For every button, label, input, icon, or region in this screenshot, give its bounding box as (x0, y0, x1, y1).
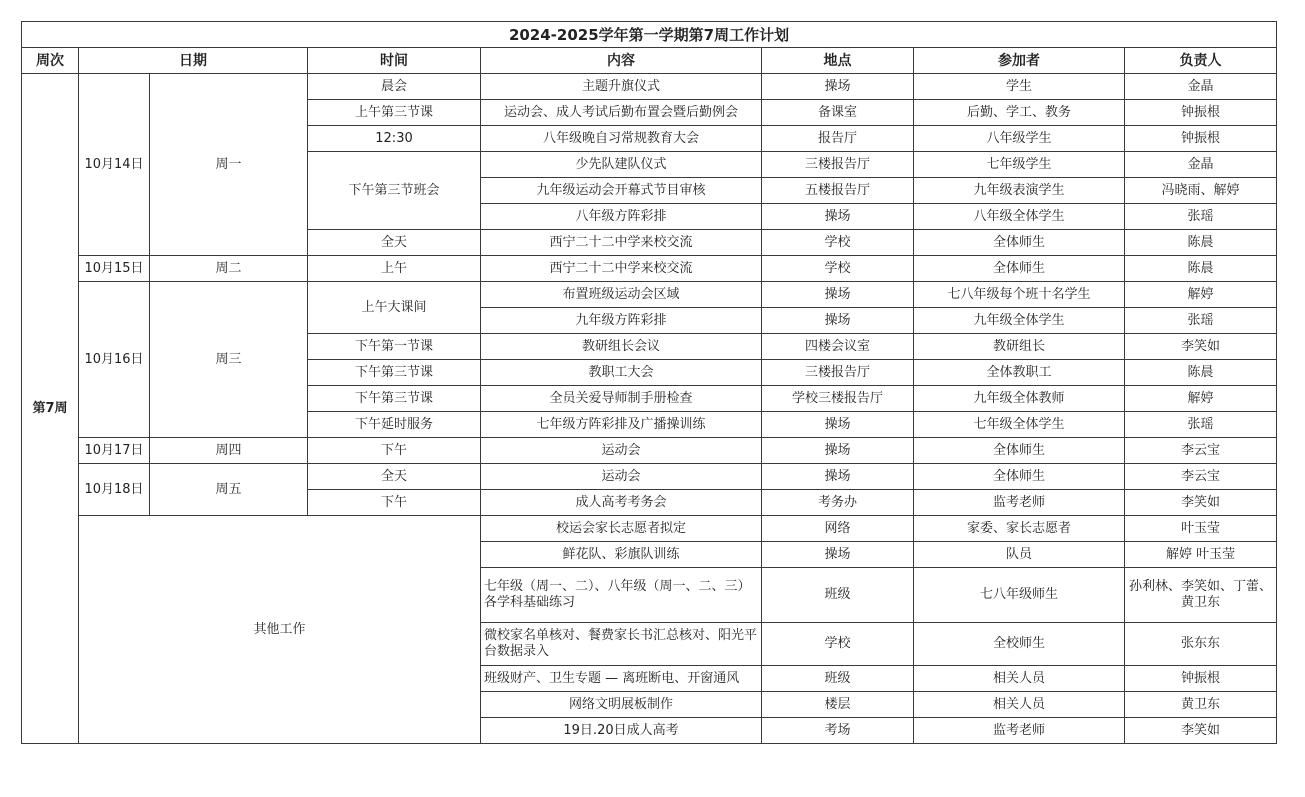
participants-cell: 九年级全体学生 (914, 308, 1125, 334)
content-cell: 八年级方阵彩排 (481, 204, 762, 230)
person-cell: 张瑶 (1125, 204, 1277, 230)
place-cell: 操场 (762, 308, 914, 334)
week-cell: 第7周 (22, 74, 79, 744)
header-week: 周次 (22, 48, 79, 74)
place-cell: 操场 (762, 464, 914, 490)
time-cell: 上午第三节课 (308, 100, 481, 126)
place-cell: 操场 (762, 542, 914, 568)
table-row (22, 438, 1277, 464)
person-cell: 钟振根 (1125, 100, 1277, 126)
date-cell: 10月17日 (79, 438, 150, 464)
content-cell: 班级财产、卫生专题 — 离班断电、开窗通风 (481, 666, 762, 692)
header-place: 地点 (762, 48, 914, 74)
person-cell: 钟振根 (1125, 666, 1277, 692)
place-cell: 班级 (762, 666, 914, 692)
participants-cell: 七八年级每个班十名学生 (914, 282, 1125, 308)
time-cell: 下午 (308, 438, 481, 464)
time-cell: 12:30 (308, 126, 481, 152)
table-row (22, 74, 1277, 100)
participants-cell: 七八年级师生 (914, 568, 1125, 623)
person-cell: 黄卫东 (1125, 692, 1277, 718)
person-cell: 李笑如 (1125, 718, 1277, 744)
place-cell: 四楼会议室 (762, 334, 914, 360)
header-content: 内容 (481, 48, 762, 74)
participants-cell: 全体师生 (914, 438, 1125, 464)
place-cell: 班级 (762, 568, 914, 623)
place-cell: 考务办 (762, 490, 914, 516)
header-person: 负责人 (1125, 48, 1277, 74)
place-cell: 学校三楼报告厅 (762, 386, 914, 412)
place-cell: 楼层 (762, 692, 914, 718)
content-cell: 布置班级运动会区域 (481, 282, 762, 308)
place-cell: 操场 (762, 438, 914, 464)
place-cell: 操场 (762, 204, 914, 230)
header-row (22, 48, 1277, 74)
place-cell: 备课室 (762, 100, 914, 126)
content-cell: 运动会 (481, 438, 762, 464)
person-cell: 叶玉莹 (1125, 516, 1277, 542)
person-cell: 陈晨 (1125, 256, 1277, 282)
person-cell: 解婷 (1125, 282, 1277, 308)
other-work-cell: 其他工作 (79, 516, 481, 744)
participants-cell: 学生 (914, 74, 1125, 100)
content-cell: 教职工大会 (481, 360, 762, 386)
content-cell: 19日.20日成人高考 (481, 718, 762, 744)
work-plan-table (21, 21, 1277, 744)
participants-cell: 七年级学生 (914, 152, 1125, 178)
content-cell: 教研组长会议 (481, 334, 762, 360)
person-cell: 陈晨 (1125, 230, 1277, 256)
content-cell: 八年级晚自习常规教育大会 (481, 126, 762, 152)
place-cell: 学校 (762, 256, 914, 282)
person-cell: 解婷 叶玉莹 (1125, 542, 1277, 568)
content-cell: 九年级运动会开幕式节目审核 (481, 178, 762, 204)
participants-cell: 九年级全体教师 (914, 386, 1125, 412)
place-cell: 五楼报告厅 (762, 178, 914, 204)
time-cell: 全天 (308, 230, 481, 256)
time-cell: 上午大课间 (308, 282, 481, 334)
place-cell: 网络 (762, 516, 914, 542)
participants-cell: 八年级全体学生 (914, 204, 1125, 230)
time-cell: 下午 (308, 490, 481, 516)
time-cell: 晨会 (308, 74, 481, 100)
participants-cell: 相关人员 (914, 666, 1125, 692)
content-cell: 运动会 (481, 464, 762, 490)
place-cell: 学校 (762, 230, 914, 256)
weekday-cell: 周四 (150, 438, 308, 464)
participants-cell: 全校师生 (914, 623, 1125, 666)
participants-cell: 教研组长 (914, 334, 1125, 360)
time-cell: 下午延时服务 (308, 412, 481, 438)
participants-cell: 七年级全体学生 (914, 412, 1125, 438)
date-cell: 10月15日 (79, 256, 150, 282)
place-cell: 考场 (762, 718, 914, 744)
participants-cell: 家委、家长志愿者 (914, 516, 1125, 542)
header-date: 日期 (79, 48, 308, 74)
participants-cell: 监考老师 (914, 490, 1125, 516)
content-cell: 网络文明展板制作 (481, 692, 762, 718)
person-cell: 钟振根 (1125, 126, 1277, 152)
content-cell: 成人高考考务会 (481, 490, 762, 516)
table-row (22, 464, 1277, 490)
person-cell: 李云宝 (1125, 464, 1277, 490)
participants-cell: 监考老师 (914, 718, 1125, 744)
header-time: 时间 (308, 48, 481, 74)
table-row (22, 256, 1277, 282)
time-cell: 下午第三节课 (308, 360, 481, 386)
content-cell: 校运会家长志愿者拟定 (481, 516, 762, 542)
page-title: 2024-2025学年第一学期第7周工作计划 (22, 22, 1277, 48)
place-cell: 操场 (762, 74, 914, 100)
place-cell: 三楼报告厅 (762, 360, 914, 386)
weekday-cell: 周二 (150, 256, 308, 282)
time-cell: 全天 (308, 464, 481, 490)
content-cell: 微校家名单核对、餐费家长书汇总核对、阳光平台数据录入 (481, 623, 762, 666)
place-cell: 报告厅 (762, 126, 914, 152)
table-row (22, 516, 1277, 542)
person-cell: 冯晓雨、解婷 (1125, 178, 1277, 204)
participants-cell: 队员 (914, 542, 1125, 568)
participants-cell: 全体师生 (914, 256, 1125, 282)
date-cell: 10月14日 (79, 74, 150, 256)
participants-cell: 后勤、学工、教务 (914, 100, 1125, 126)
place-cell: 操场 (762, 282, 914, 308)
person-cell: 金晶 (1125, 74, 1277, 100)
time-cell: 下午第三节班会 (308, 152, 481, 230)
person-cell: 张瑶 (1125, 308, 1277, 334)
person-cell: 李笑如 (1125, 490, 1277, 516)
content-cell: 主题升旗仪式 (481, 74, 762, 100)
place-cell: 三楼报告厅 (762, 152, 914, 178)
table-row (22, 282, 1277, 308)
participants-cell: 八年级学生 (914, 126, 1125, 152)
content-cell: 七年级（周一、二）、八年级（周一、二、三）各学科基础练习 (481, 568, 762, 623)
participants-cell: 全体教职工 (914, 360, 1125, 386)
person-cell: 张瑶 (1125, 412, 1277, 438)
participants-cell: 相关人员 (914, 692, 1125, 718)
weekday-cell: 周五 (150, 464, 308, 516)
date-cell: 10月16日 (79, 282, 150, 438)
person-cell: 孙利林、李笑如、丁蕾、黄卫东 (1125, 568, 1277, 623)
place-cell: 操场 (762, 412, 914, 438)
content-cell: 少先队建队仪式 (481, 152, 762, 178)
content-cell: 七年级方阵彩排及广播操训练 (481, 412, 762, 438)
place-cell: 学校 (762, 623, 914, 666)
person-cell: 张东东 (1125, 623, 1277, 666)
participants-cell: 全体师生 (914, 230, 1125, 256)
content-cell: 九年级方阵彩排 (481, 308, 762, 334)
content-cell: 西宁二十二中学来校交流 (481, 230, 762, 256)
time-cell: 下午第一节课 (308, 334, 481, 360)
person-cell: 李云宝 (1125, 438, 1277, 464)
time-cell: 上午 (308, 256, 481, 282)
weekday-cell: 周三 (150, 282, 308, 438)
person-cell: 金晶 (1125, 152, 1277, 178)
time-cell: 下午第三节课 (308, 386, 481, 412)
participants-cell: 全体师生 (914, 464, 1125, 490)
person-cell: 陈晨 (1125, 360, 1277, 386)
participants-cell: 九年级表演学生 (914, 178, 1125, 204)
content-cell: 鲜花队、彩旗队训练 (481, 542, 762, 568)
weekday-cell: 周一 (150, 74, 308, 256)
person-cell: 解婷 (1125, 386, 1277, 412)
content-cell: 运动会、成人考试后勤布置会暨后勤例会 (481, 100, 762, 126)
content-cell: 西宁二十二中学来校交流 (481, 256, 762, 282)
header-participants: 参加者 (914, 48, 1125, 74)
content-cell: 全员关爱导师制手册检查 (481, 386, 762, 412)
person-cell: 李笑如 (1125, 334, 1277, 360)
date-cell: 10月18日 (79, 464, 150, 516)
